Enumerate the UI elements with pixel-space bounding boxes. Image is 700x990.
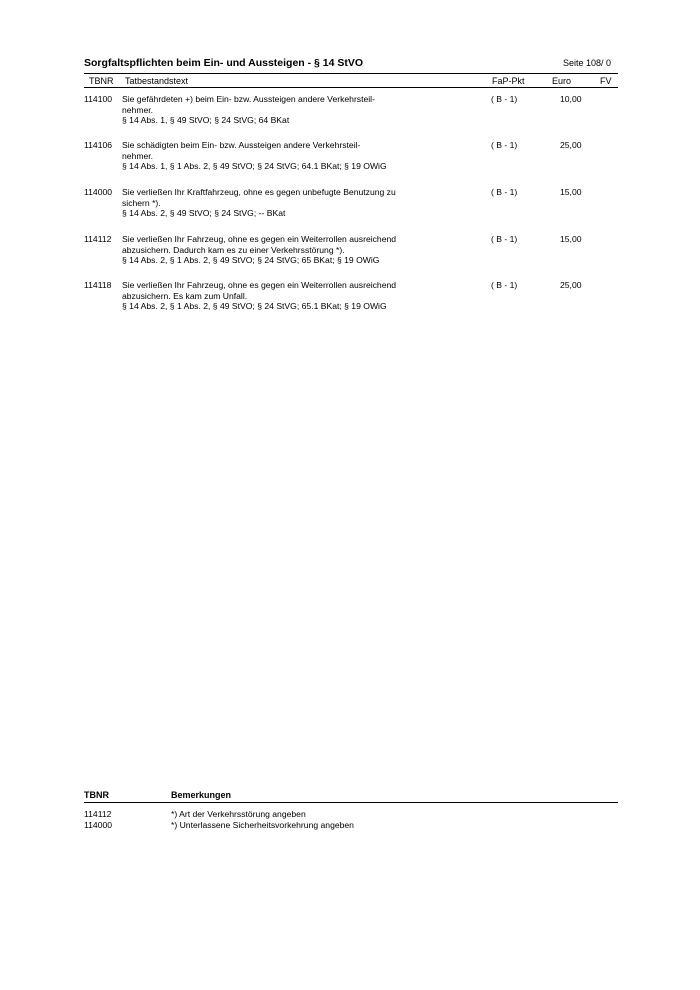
remarks-rule: [84, 802, 618, 803]
col-header-euro: Euro: [552, 76, 572, 86]
entry-fap-points: ( B - 1): [491, 94, 518, 104]
entry-text: [122, 140, 442, 172]
remarks-header-tbnr: TBNR: [84, 790, 109, 800]
page-title: Sorgfaltspflichten beim Ein- und Aussteigen - § 14 StVO: [84, 57, 364, 69]
entry-tbnr: 114106: [84, 140, 113, 150]
entry-text: [122, 280, 442, 312]
header-top-rule: [84, 73, 618, 74]
entry-text-line: § 14 Abs. 2, § 1 Abs. 2, § 49 StVO; § 24 StVG; 65.1 BKat; § 19 OWiG: [122, 301, 387, 312]
entry-tbnr: 114112: [84, 234, 112, 244]
entry-tbnr: 114000: [84, 187, 113, 197]
header-bottom-rule: [84, 87, 618, 88]
entry-text-line: Sie gefährdeten +) beim Ein- bzw. Aussteigen andere Verkehrsteil-: [122, 94, 375, 104]
entry-text-line: Sie schädigten beim Ein- bzw. Aussteigen andere Verkehrsteil-: [122, 140, 361, 150]
remark-text: *) Unterlassene Sicherheitsvorkehrung angeben: [171, 820, 354, 830]
entry-text: [122, 234, 442, 266]
entry-text-line: Sie verließen Ihr Fahrzeug, ohne es gegen ein Weiterrollen ausreichend: [122, 280, 397, 290]
page-number: Seite 108/ 0: [563, 58, 612, 68]
entry-text-line: nehmer.: [122, 104, 154, 115]
entry-text-line: Sie verließen Ihr Fahrzeug, ohne es gegen ein Weiterrollen ausreichend: [122, 234, 397, 244]
entry-euro: 25,00: [560, 140, 582, 150]
entry-text: [122, 187, 442, 219]
entry-fap-points: ( B - 1): [491, 280, 518, 290]
entry-text-line: Sie verließen Ihr Kraftfahrzeug, ohne es gegen unbefugte Benutzung zu: [122, 187, 396, 197]
col-header-fap: FaP-Pkt: [492, 76, 525, 86]
entry-euro: 15,00: [560, 234, 582, 244]
entry-fap-points: ( B - 1): [491, 140, 518, 150]
col-header-text: Tatbestandstext: [125, 76, 189, 86]
col-header-tbnr: TBNR: [89, 76, 114, 86]
entry-fap-points: ( B - 1): [491, 187, 518, 197]
entry-text: [122, 94, 442, 126]
entry-text-line: § 14 Abs. 1, § 49 StVO; § 24 StVG; 64 BKat: [122, 115, 290, 126]
remarks-header-text: Bemerkungen: [171, 790, 232, 800]
entry-fap-points: ( B - 1): [491, 234, 518, 244]
entry-euro: 15,00: [560, 187, 582, 197]
entry-text-line: nehmer.: [122, 150, 154, 161]
entry-text-line: § 14 Abs. 2, § 1 Abs. 2, § 49 StVO; § 24 StVG; 65 BKat; § 19 OWiG: [122, 255, 380, 266]
remark-tbnr: 114112: [84, 809, 112, 819]
entry-tbnr: 114100: [84, 94, 113, 104]
entry-text-line: sichern *).: [122, 197, 161, 208]
remark-tbnr: 114000: [84, 820, 113, 830]
entry-euro: 25,00: [560, 280, 582, 290]
entry-text-line: abzusichern. Dadurch kam es zu einer Verkehrsstörung *).: [122, 244, 345, 255]
col-header-fv: FV: [600, 76, 612, 86]
entry-text-line: abzusichern. Es kam zum Unfall.: [122, 290, 248, 301]
entry-euro: 10,00: [560, 94, 582, 104]
remark-text: *) Art der Verkehrsstörung angeben: [171, 809, 306, 819]
entry-text-line: § 14 Abs. 2, § 49 StVO; § 24 StVG; -- BKat: [122, 208, 286, 219]
entry-tbnr: 114118: [84, 280, 112, 290]
entry-text-line: § 14 Abs. 1, § 1 Abs. 2, § 49 StVO; § 24 StVG; 64.1 BKat; § 19 OWiG: [122, 161, 387, 172]
